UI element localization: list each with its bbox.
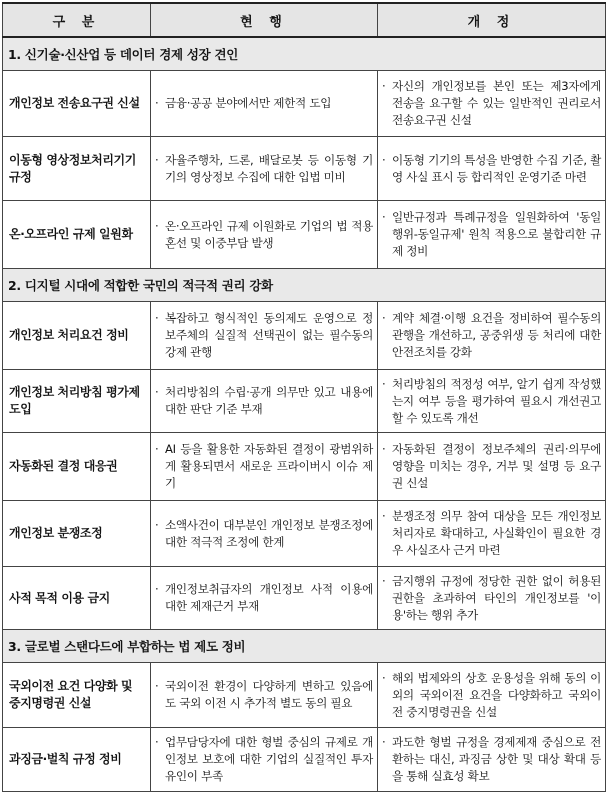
bullet-icon: · xyxy=(155,152,159,167)
section-header-row xyxy=(3,269,606,302)
bullet-icon: · xyxy=(155,311,159,325)
revised-item xyxy=(382,78,601,129)
bullet-icon: · xyxy=(382,670,386,685)
bullet-icon: · xyxy=(382,152,386,167)
revised-item xyxy=(382,310,601,361)
revised-text: 자신의 개인정보를 본인 또는 제3자에게 전송을 요구할 수 있는 일반적인 권리로서 전송요구권 신설 xyxy=(392,79,601,127)
row-label: 과징금·벌칙 규정 정비 xyxy=(3,728,151,792)
section-header-row xyxy=(3,37,606,71)
comparison-table xyxy=(2,2,606,792)
table-row xyxy=(3,71,606,137)
table-row xyxy=(3,728,606,792)
revised-text: 분쟁조정 의무 참여 대상을 모든 개인정보처리자로 확대하고, 사실확인이 필요한 경우 사실조사 근거 마련 xyxy=(392,509,601,557)
section-title: 3. 글로벌 스탠다드에 부합하는 법 제도 정비 xyxy=(3,630,606,663)
bullet-icon: · xyxy=(155,385,159,399)
current-text: 금융·공공 분야에서만 제한적 도입 xyxy=(165,96,332,110)
current-item xyxy=(155,441,373,492)
bullet-icon: · xyxy=(155,96,159,110)
current-item xyxy=(155,218,373,252)
bullet-icon: · xyxy=(155,679,159,693)
current-text: 자율주행차, 드론, 배달로봇 등 이동형 기기의 영상정보 수집에 대한 입법 미비 xyxy=(165,152,373,184)
current-text: 업무담당자에 대한 형벌 중심의 규제로 개인정보 보호에 대한 기업의 실질적인 투자 유인이 부족 xyxy=(165,735,373,783)
revised-text: 해외 법제와의 상호 운용성을 위해 동의 이외의 국외이전 요건을 다양화하고 국외이전 중지명령권을 신설 xyxy=(392,670,601,719)
revised-text: 계약 체결·이행 요건을 정비하여 필수동의 관행을 개선하고, 공중위생 등 처리에 대한 안전조치를 강화 xyxy=(392,311,601,359)
bullet-icon: · xyxy=(382,509,386,523)
bullet-icon: · xyxy=(382,311,386,325)
row-label: 개인정보 분쟁조정 xyxy=(3,501,151,567)
current-item xyxy=(155,384,373,418)
current-text: 온·오프라인 규제 이원화로 기업의 법 적용 혼선 및 이중부담 발생 xyxy=(165,218,373,250)
bullet-icon: · xyxy=(155,517,159,532)
row-label: 이동형 영상정보처리기기 규정 xyxy=(3,137,151,201)
revised-item xyxy=(382,209,601,260)
row-label: 개인정보 처리방침 평가제 도입 xyxy=(3,370,151,433)
revised-item xyxy=(382,376,601,427)
current-item xyxy=(155,517,373,551)
bullet-icon: · xyxy=(155,442,159,456)
bullet-icon: · xyxy=(382,442,386,456)
revised-text: 이동형 기기의 특성을 반영한 수집 기준, 촬영 사실 표시 등 합리적인 운영기준 마련 xyxy=(392,152,601,184)
table-row xyxy=(3,501,606,567)
table-row xyxy=(3,302,606,370)
section-header-row xyxy=(3,630,606,663)
current-text: 개인정보취급자의 개인정보 사적 이용에 대한 제재근거 부재 xyxy=(165,582,373,613)
current-item xyxy=(155,152,373,186)
header-category: 구 분 xyxy=(3,3,151,37)
bullet-icon: · xyxy=(155,582,159,596)
current-text: AI 등을 활용한 자동화된 결정이 광범위하게 활용되면서 새로운 프라이버시 이슈 제기 xyxy=(165,442,373,490)
revised-item xyxy=(382,734,601,785)
table-row xyxy=(3,663,606,728)
revised-item xyxy=(382,670,601,721)
section-title: 1. 신기술·신산업 등 데이터 경제 성장 견인 xyxy=(3,37,606,71)
revised-text: 과도한 형벌 규정을 경제제재 중심으로 전환하는 대신, 과징금 상한 및 대상 확대 등을 통해 실효성 확보 xyxy=(392,735,601,783)
bullet-icon: · xyxy=(155,735,159,749)
row-label: 국외이전 요건 다양화 및 중지명령권 신설 xyxy=(3,663,151,728)
row-label: 개인정보 전송요구권 신설 xyxy=(3,71,151,137)
section-title: 2. 디지털 시대에 적합한 국민의 적극적 권리 강화 xyxy=(3,269,606,302)
row-label: 사적 목적 이용 금지 xyxy=(3,567,151,630)
revised-text: 처리방침의 적정성 여부, 알기 쉽게 작성했는지 여부 등을 평가하여 필요시 개선권고 할 수 있도록 개선 xyxy=(392,376,601,425)
bullet-icon: · xyxy=(382,735,386,749)
bullet-icon: · xyxy=(382,573,386,588)
bullet-icon: · xyxy=(382,210,386,224)
revised-item xyxy=(382,573,601,624)
bullet-icon: · xyxy=(382,376,386,391)
table-row xyxy=(3,201,606,269)
table-row xyxy=(3,370,606,433)
row-label: 온·오프라인 규제 일원화 xyxy=(3,201,151,269)
current-item xyxy=(155,581,373,615)
table-row xyxy=(3,137,606,201)
current-item xyxy=(155,95,373,112)
row-label: 개인정보 처리요건 정비 xyxy=(3,302,151,370)
row-label: 자동화된 결정 대응권 xyxy=(3,433,151,501)
current-text: 소액사건이 대부분인 개인정보 분쟁조정에 대한 적극적 조정에 한계 xyxy=(165,517,373,549)
current-item xyxy=(155,310,373,361)
current-item xyxy=(155,734,373,785)
header-current: 현 행 xyxy=(151,3,378,37)
revised-item xyxy=(382,152,601,186)
table-header-row xyxy=(3,3,606,37)
revised-item xyxy=(382,441,601,492)
table-row xyxy=(3,567,606,630)
revised-text: 일반규정과 특례규정을 일원화하여 '동일행위-동일규제' 원칙 적용으로 불합리한 규제 정비 xyxy=(392,210,601,258)
revised-text: 자동화된 결정이 정보주체의 권리·의무에 영향을 미치는 경우, 거부 및 설명 등 요구권 신설 xyxy=(392,442,601,490)
current-text: 처리방침의 수립·공개 의무만 있고 내용에 대한 판단 기준 부재 xyxy=(165,385,373,416)
bullet-icon: · xyxy=(155,218,159,233)
current-text: 복잡하고 형식적인 동의제도 운영으로 정보주체의 실질적 선택권이 없는 필수동의 강제 관행 xyxy=(165,311,373,359)
revised-text: 금지행위 규정에 정당한 권한 없이 허용된 권한을 초과하여 타인의 개인정보를 '이용'하는 행위 추가 xyxy=(392,573,601,622)
bullet-icon: · xyxy=(382,79,386,93)
current-item xyxy=(155,678,373,712)
current-text: 국외이전 환경이 다양하게 변하고 있음에도 국외 이전 시 추가적 별도 동의 필요 xyxy=(165,679,373,710)
header-revised: 개 정 xyxy=(378,3,606,37)
table-row xyxy=(3,433,606,501)
table-body xyxy=(3,37,606,792)
revised-item xyxy=(382,508,601,559)
